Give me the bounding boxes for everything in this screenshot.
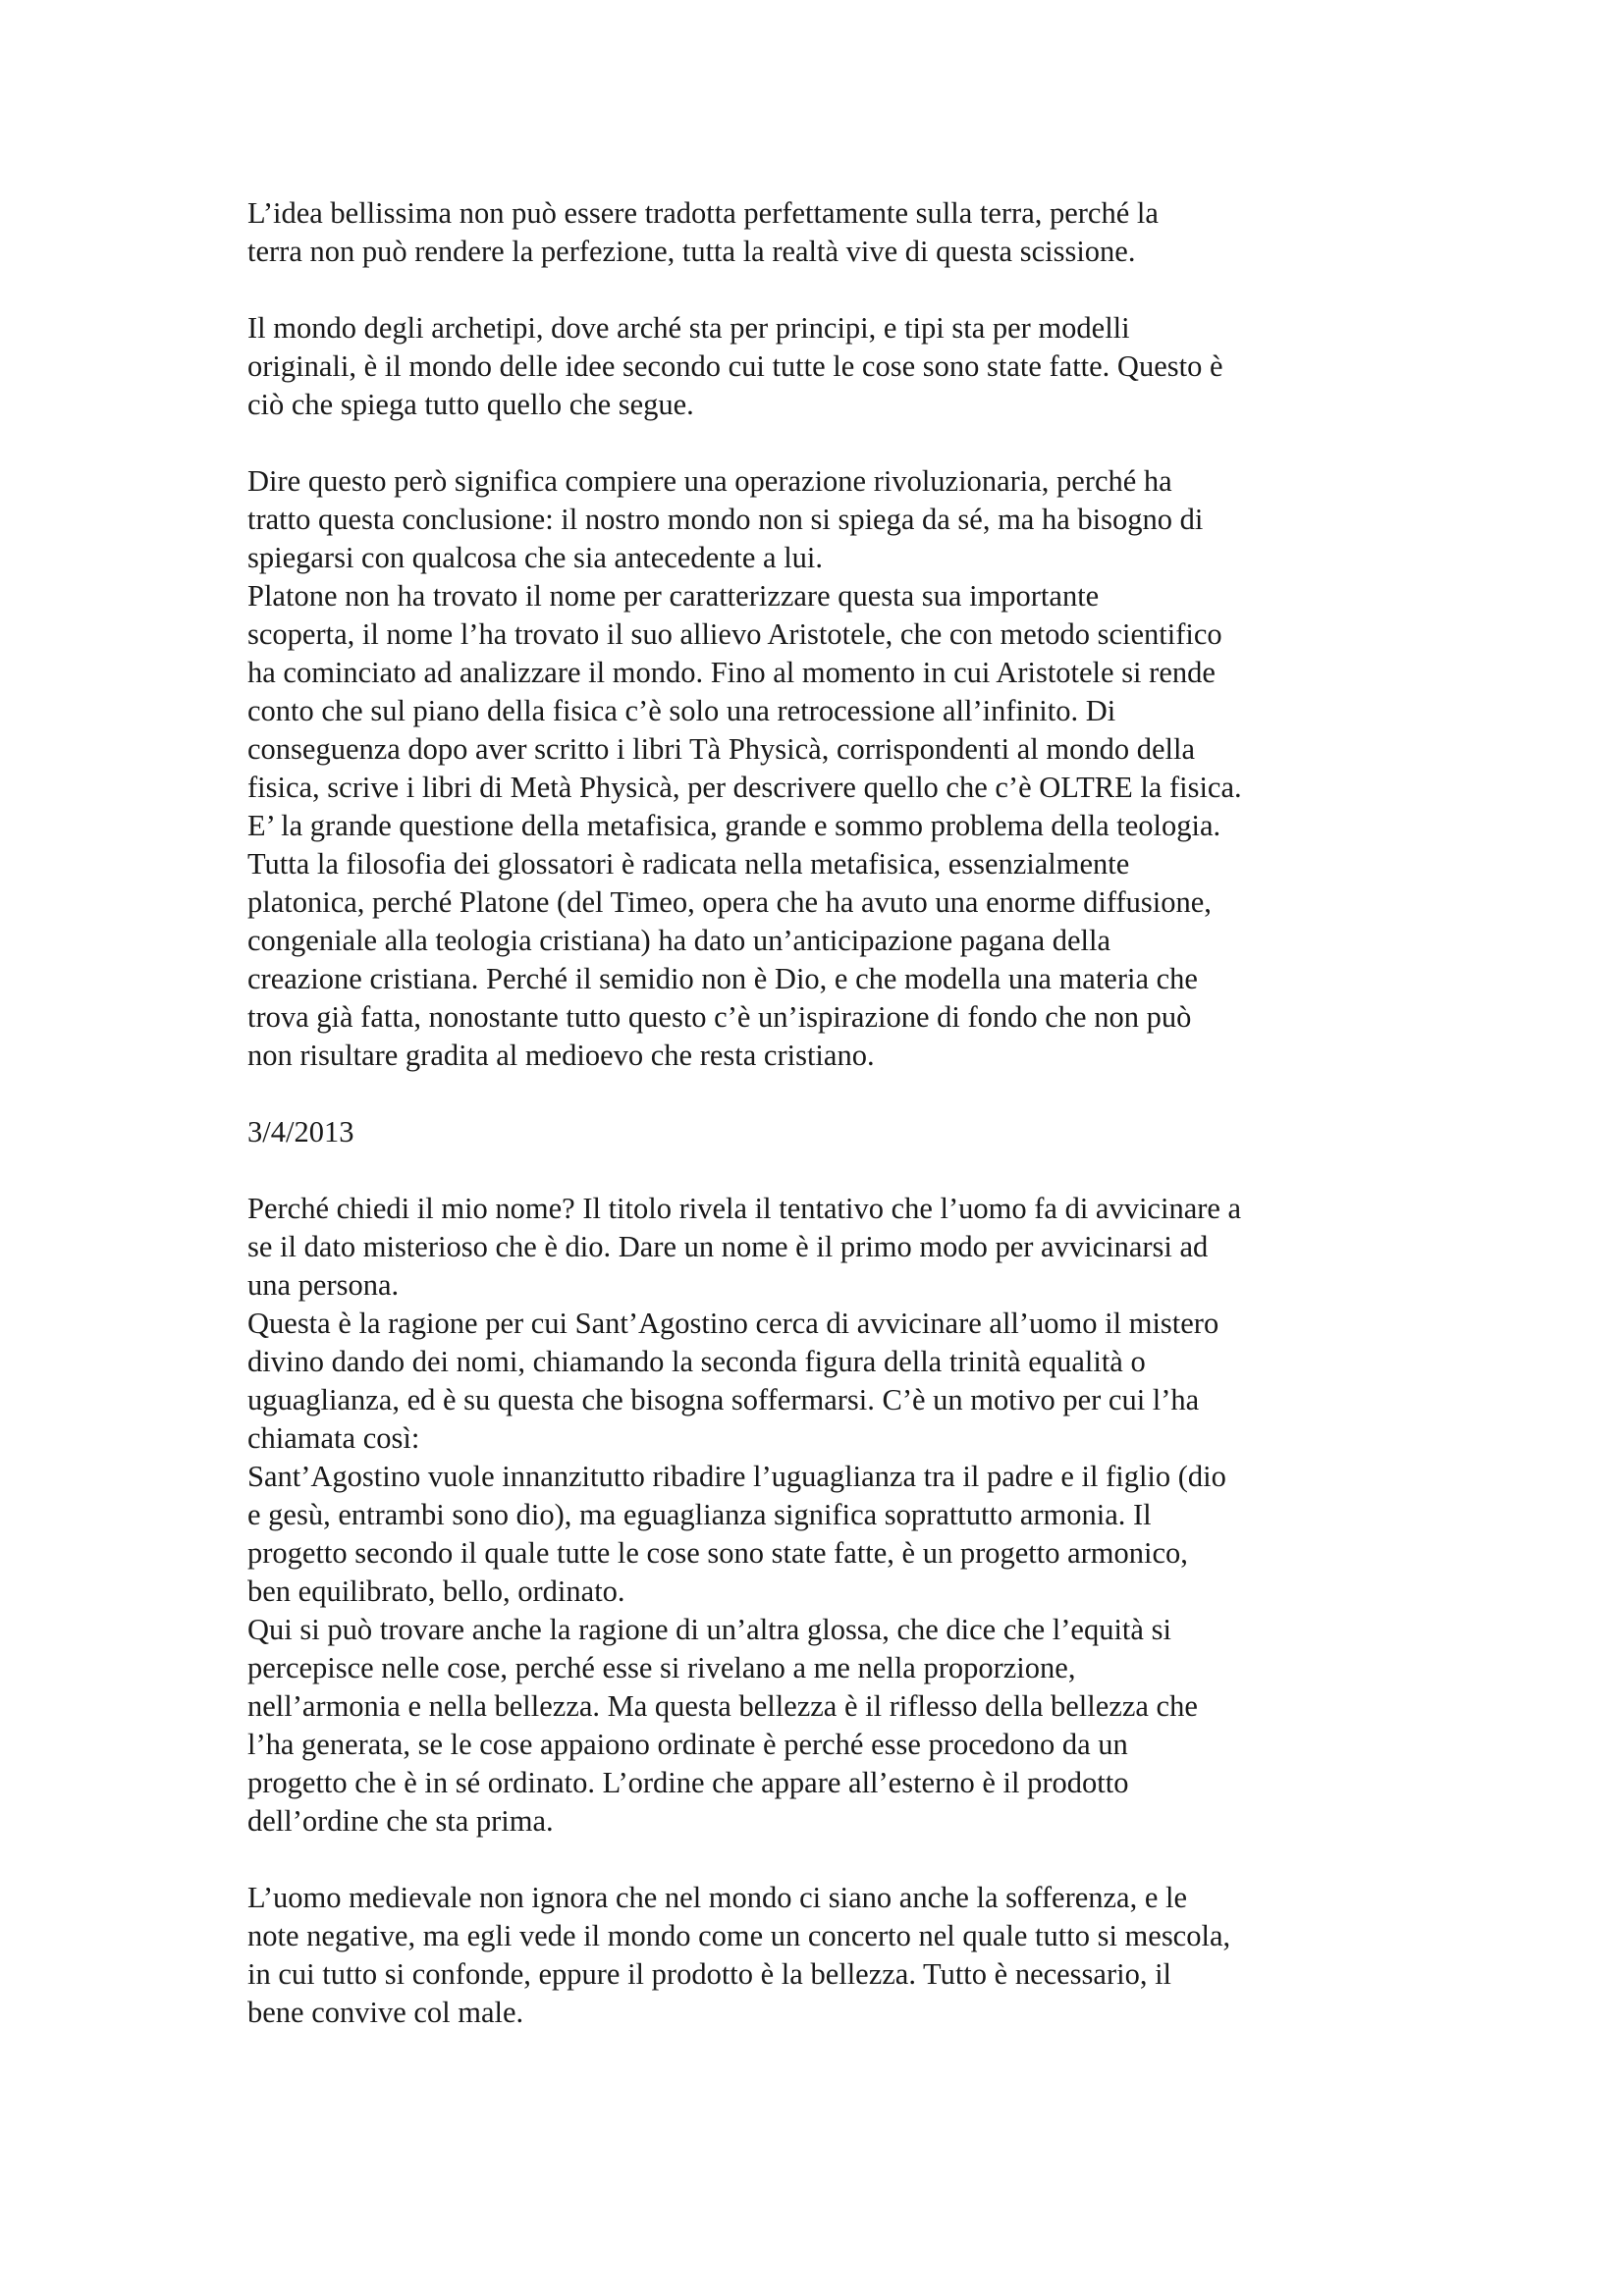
text-line: Dire questo però significa compiere una operazione rivoluzionaria, perché ha xyxy=(247,464,1172,498)
paragraph xyxy=(247,807,1406,845)
text-line: terra non può rendere la perfezione, tutta la realtà vive di questa scissione. xyxy=(247,235,1136,268)
text-line: Qui si può trovare anche la ragione di un’altra glossa, che dice che l’equità si xyxy=(247,1613,1171,1646)
paragraph xyxy=(247,462,1406,577)
text-line: divino dando dei nomi, chiamando la seconda figura della trinità equalità o xyxy=(247,1345,1146,1378)
text-line: ha cominciato ad analizzare il mondo. Fino al momento in cui Aristotele si rende xyxy=(247,656,1216,689)
text-line: progetto secondo il quale tutte le cose sono state fatte, è un progetto armonico, xyxy=(247,1536,1188,1570)
text-line: note negative, ma egli vede il mondo come un concerto nel quale tutto si mescola, xyxy=(247,1919,1231,1952)
paragraph-spacer xyxy=(247,424,1406,462)
text-line: Perché chiedi il mio nome? Il titolo rivela il tentativo che l’uomo fa di avvicinare a xyxy=(247,1192,1242,1225)
paragraph xyxy=(247,1611,1406,1841)
text-line: bene convive col male. xyxy=(247,1996,524,2029)
date-heading xyxy=(247,1113,1406,1151)
text-line: l’ha generata, se le cose appaiono ordinate è perché esse procedono da un xyxy=(247,1728,1128,1761)
paragraph xyxy=(247,1879,1406,2032)
text-line: nell’armonia e nella bellezza. Ma questa bellezza è il riflesso della bellezza che xyxy=(247,1689,1198,1723)
document-page xyxy=(247,194,1406,2032)
paragraph-spacer xyxy=(247,1151,1406,1190)
text-line: non risultare gradita al medioevo che resta cristiano. xyxy=(247,1039,875,1072)
text-line: L’uomo medievale non ignora che nel mondo ci siano anche la sofferenza, e le xyxy=(247,1881,1188,1914)
text-line: Questa è la ragione per cui Sant’Agostino cerca di avvicinare all’uomo il mistero xyxy=(247,1307,1219,1340)
text-line: uguaglianza, ed è su questa che bisogna soffermarsi. C’è un motivo per cui l’ha xyxy=(247,1383,1200,1416)
paragraph xyxy=(247,1458,1406,1611)
text-line: Tutta la filosofia dei glossatori è radicata nella metafisica, essenzialmente xyxy=(247,847,1130,881)
text-line: conto che sul piano della fisica c’è solo una retrocessione all’infinito. Di xyxy=(247,694,1116,727)
text-line: L’idea bellissima non può essere tradotta perfettamente sulla terra, perché la xyxy=(247,196,1159,230)
text-line: spiegarsi con qualcosa che sia antecedente a lui. xyxy=(247,541,824,574)
text-line: E’ la grande questione della metafisica, grande e sommo problema della teologia. xyxy=(247,809,1221,842)
text-line: una persona. xyxy=(247,1268,400,1302)
paragraph-spacer xyxy=(247,1841,1406,1879)
text-line: Platone non ha trovato il nome per caratterizzare questa sua importante xyxy=(247,579,1100,613)
paragraph xyxy=(247,845,1406,1075)
text-line: conseguenza dopo aver scritto i libri Tà Physicà, corrispondenti al mondo della xyxy=(247,732,1196,766)
text-line: scoperta, il nome l’ha trovato il suo allievo Aristotele, che con metodo scientifico xyxy=(247,617,1222,651)
text-line: chiamata così: xyxy=(247,1421,420,1455)
paragraph xyxy=(247,1305,1406,1458)
text-line: platonica, perché Platone (del Timeo, opera che ha avuto una enorme diffusione, xyxy=(247,885,1212,919)
paragraph xyxy=(247,1190,1406,1305)
paragraph xyxy=(247,309,1406,424)
text-line: progetto che è in sé ordinato. L’ordine che appare all’esterno è il prodotto xyxy=(247,1766,1129,1799)
text-line: ciò che spiega tutto quello che segue. xyxy=(247,388,694,421)
paragraph xyxy=(247,577,1406,807)
text-line: 3/4/2013 xyxy=(247,1115,354,1148)
text-line: fisica, scrive i libri di Metà Physicà, per descrivere quello che c’è OLTRE la fisica. xyxy=(247,771,1242,804)
paragraph-spacer xyxy=(247,271,1406,309)
text-line: creazione cristiana. Perché il semidio non è Dio, e che modella una materia che xyxy=(247,962,1198,995)
text-line: dell’ordine che sta prima. xyxy=(247,1804,554,1838)
text-line: percepisce nelle cose, perché esse si rivelano a me nella proporzione, xyxy=(247,1651,1076,1684)
text-line: se il dato misterioso che è dio. Dare un nome è il primo modo per avvicinarsi ad xyxy=(247,1230,1209,1263)
text-line: trova già fatta, nonostante tutto questo c’è un’ispirazione di fondo che non può xyxy=(247,1000,1192,1034)
paragraph-spacer xyxy=(247,1075,1406,1113)
text-line: e gesù, entrambi sono dio), ma eguaglianza significa soprattutto armonia. Il xyxy=(247,1498,1152,1531)
text-line: congeniale alla teologia cristiana) ha dato un’anticipazione pagana della xyxy=(247,924,1111,957)
text-line: ben equilibrato, bello, ordinato. xyxy=(247,1575,625,1608)
text-line: in cui tutto si confonde, eppure il prodotto è la bellezza. Tutto è necessario, il xyxy=(247,1957,1172,1991)
text-line: Il mondo degli archetipi, dove arché sta per principi, e tipi sta per modelli xyxy=(247,311,1130,345)
text-line: tratto questa conclusione: il nostro mondo non si spiega da sé, ma ha bisogno di xyxy=(247,503,1204,536)
paragraph xyxy=(247,194,1406,271)
text-line: Sant’Agostino vuole innanzitutto ribadire l’uguaglianza tra il padre e il figlio (dio xyxy=(247,1460,1226,1493)
text-line: originali, è il mondo delle idee secondo cui tutte le cose sono state fatte. Questo è xyxy=(247,349,1223,383)
